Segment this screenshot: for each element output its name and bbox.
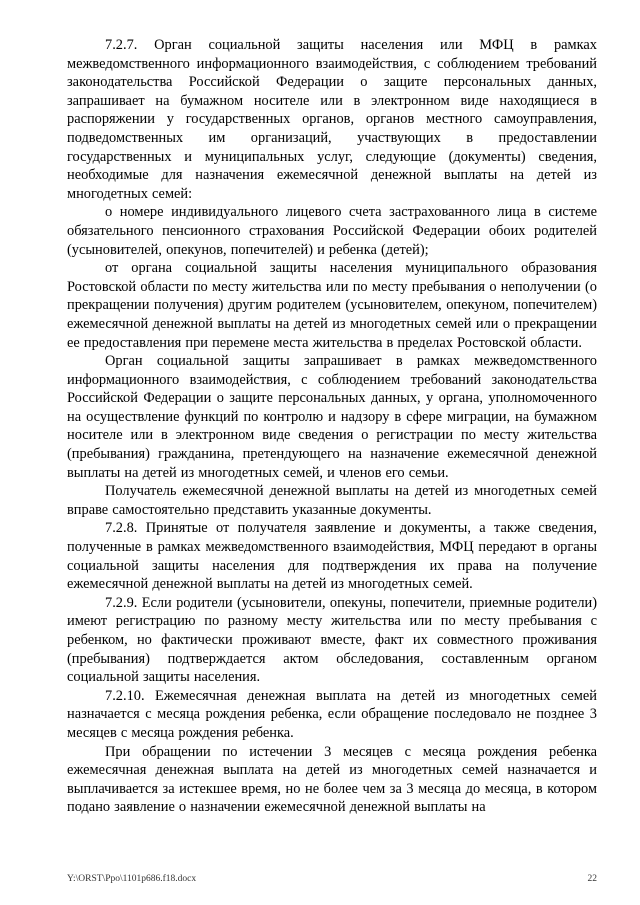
paragraph-personal-account: о номере индивидуального лицевого счета застрахованного лица в системе обязательного пенсионного страхования Российской Федерации обоих родителей (усыновителей, опекунов, попечителей) и ребенка (детей); bbox=[67, 204, 597, 258]
paragraph-7-2-8: 7.2.8. Принятые от получателя заявление и документы, а также сведения, полученные в рамках межведомственного взаимодействия, МФЦ передают в органы социальной защиты населения для подтверждения их права на получение ежемесячной денежной выплаты на детей из многодетных семей. bbox=[67, 520, 597, 593]
paragraph-social-protection-body: от органа социальной защиты населения муниципального образования Ростовской области по месту жительства или по месту пребывания о неполучении (о прекращении получения) другим родителем (усыновителем, опекуном, попечителем) ежемесячной денежной выплаты на детей из многодетных семей или о прекращении ее предоставления при перемене места жительства в пределах Ростовской области. bbox=[67, 260, 597, 351]
paragraph-7-2-9: 7.2.9. Если родители (усыновители, опекуны, попечители, приемные родители) имеют регистрацию по разному месту жительства или по месту пребывания с ребенком, но фактически проживают вместе, факт их совместного проживания (пребывания) подтверждается актом обследования, составленным органом социальной защиты населения. bbox=[67, 594, 597, 686]
page-number: 22 bbox=[587, 874, 597, 884]
file-path: Y:\ORST\Ppo\1101p686.f18.docx bbox=[67, 874, 197, 884]
paragraph-migration-request: Орган социальной защиты запрашивает в рамках межведомственного информационного взаимодействия, с соблюдением требований законодательства Российской Федерации о защите персональных данных, у органа, уполномоченного на осуществление функций по контролю и надзору в сфере миграции, на бумажном носителе или в электронном виде сведения о регистрации по месту жительства (пребывания) гражданина, претендующего на назначение ежемесячной денежной выплаты на детей из многодетных семей, и членов его семьи. bbox=[67, 353, 597, 481]
document-page bbox=[67, 36, 597, 817]
paragraph-late-application: При обращении по истечении 3 месяцев с месяца рождения ребенка ежемесячная денежная выплата на детей из многодетных семей назначается и выплачивается за истекшее время, но не более чем за 3 месяца до месяца, в котором подано заявление о назначении ежемесячной денежной выплаты на bbox=[67, 743, 597, 816]
paragraph-7-2-10: 7.2.10. Ежемесячная денежная выплата на детей из многодетных семей назначается с месяца рождения ребенка, если обращение последовало не позднее 3 месяцев с месяца рождения ребенка. bbox=[67, 687, 597, 741]
paragraph-recipient-right: Получатель ежемесячной денежной выплаты на детей из многодетных семей вправе самостоятельно представить указанные документы. bbox=[67, 483, 597, 518]
paragraph-7-2-7: 7.2.7. Орган социальной защиты населения или МФЦ в рамках межведомственного информационного взаимодействия, с соблюдением требований законодательства Российской Федерации о защите персональных данных, запрашивает на бумажном носителе или в электронном виде находящиеся в распоряжении у государственных органов, органов местного самоуправления, подведомственных им организаций, участвующих в предоставлении государственных и муниципальных услуг, следующие (документы) сведения, необходимые для назначения ежемесячной денежной выплаты на детей из многодетных семей: bbox=[67, 37, 597, 202]
